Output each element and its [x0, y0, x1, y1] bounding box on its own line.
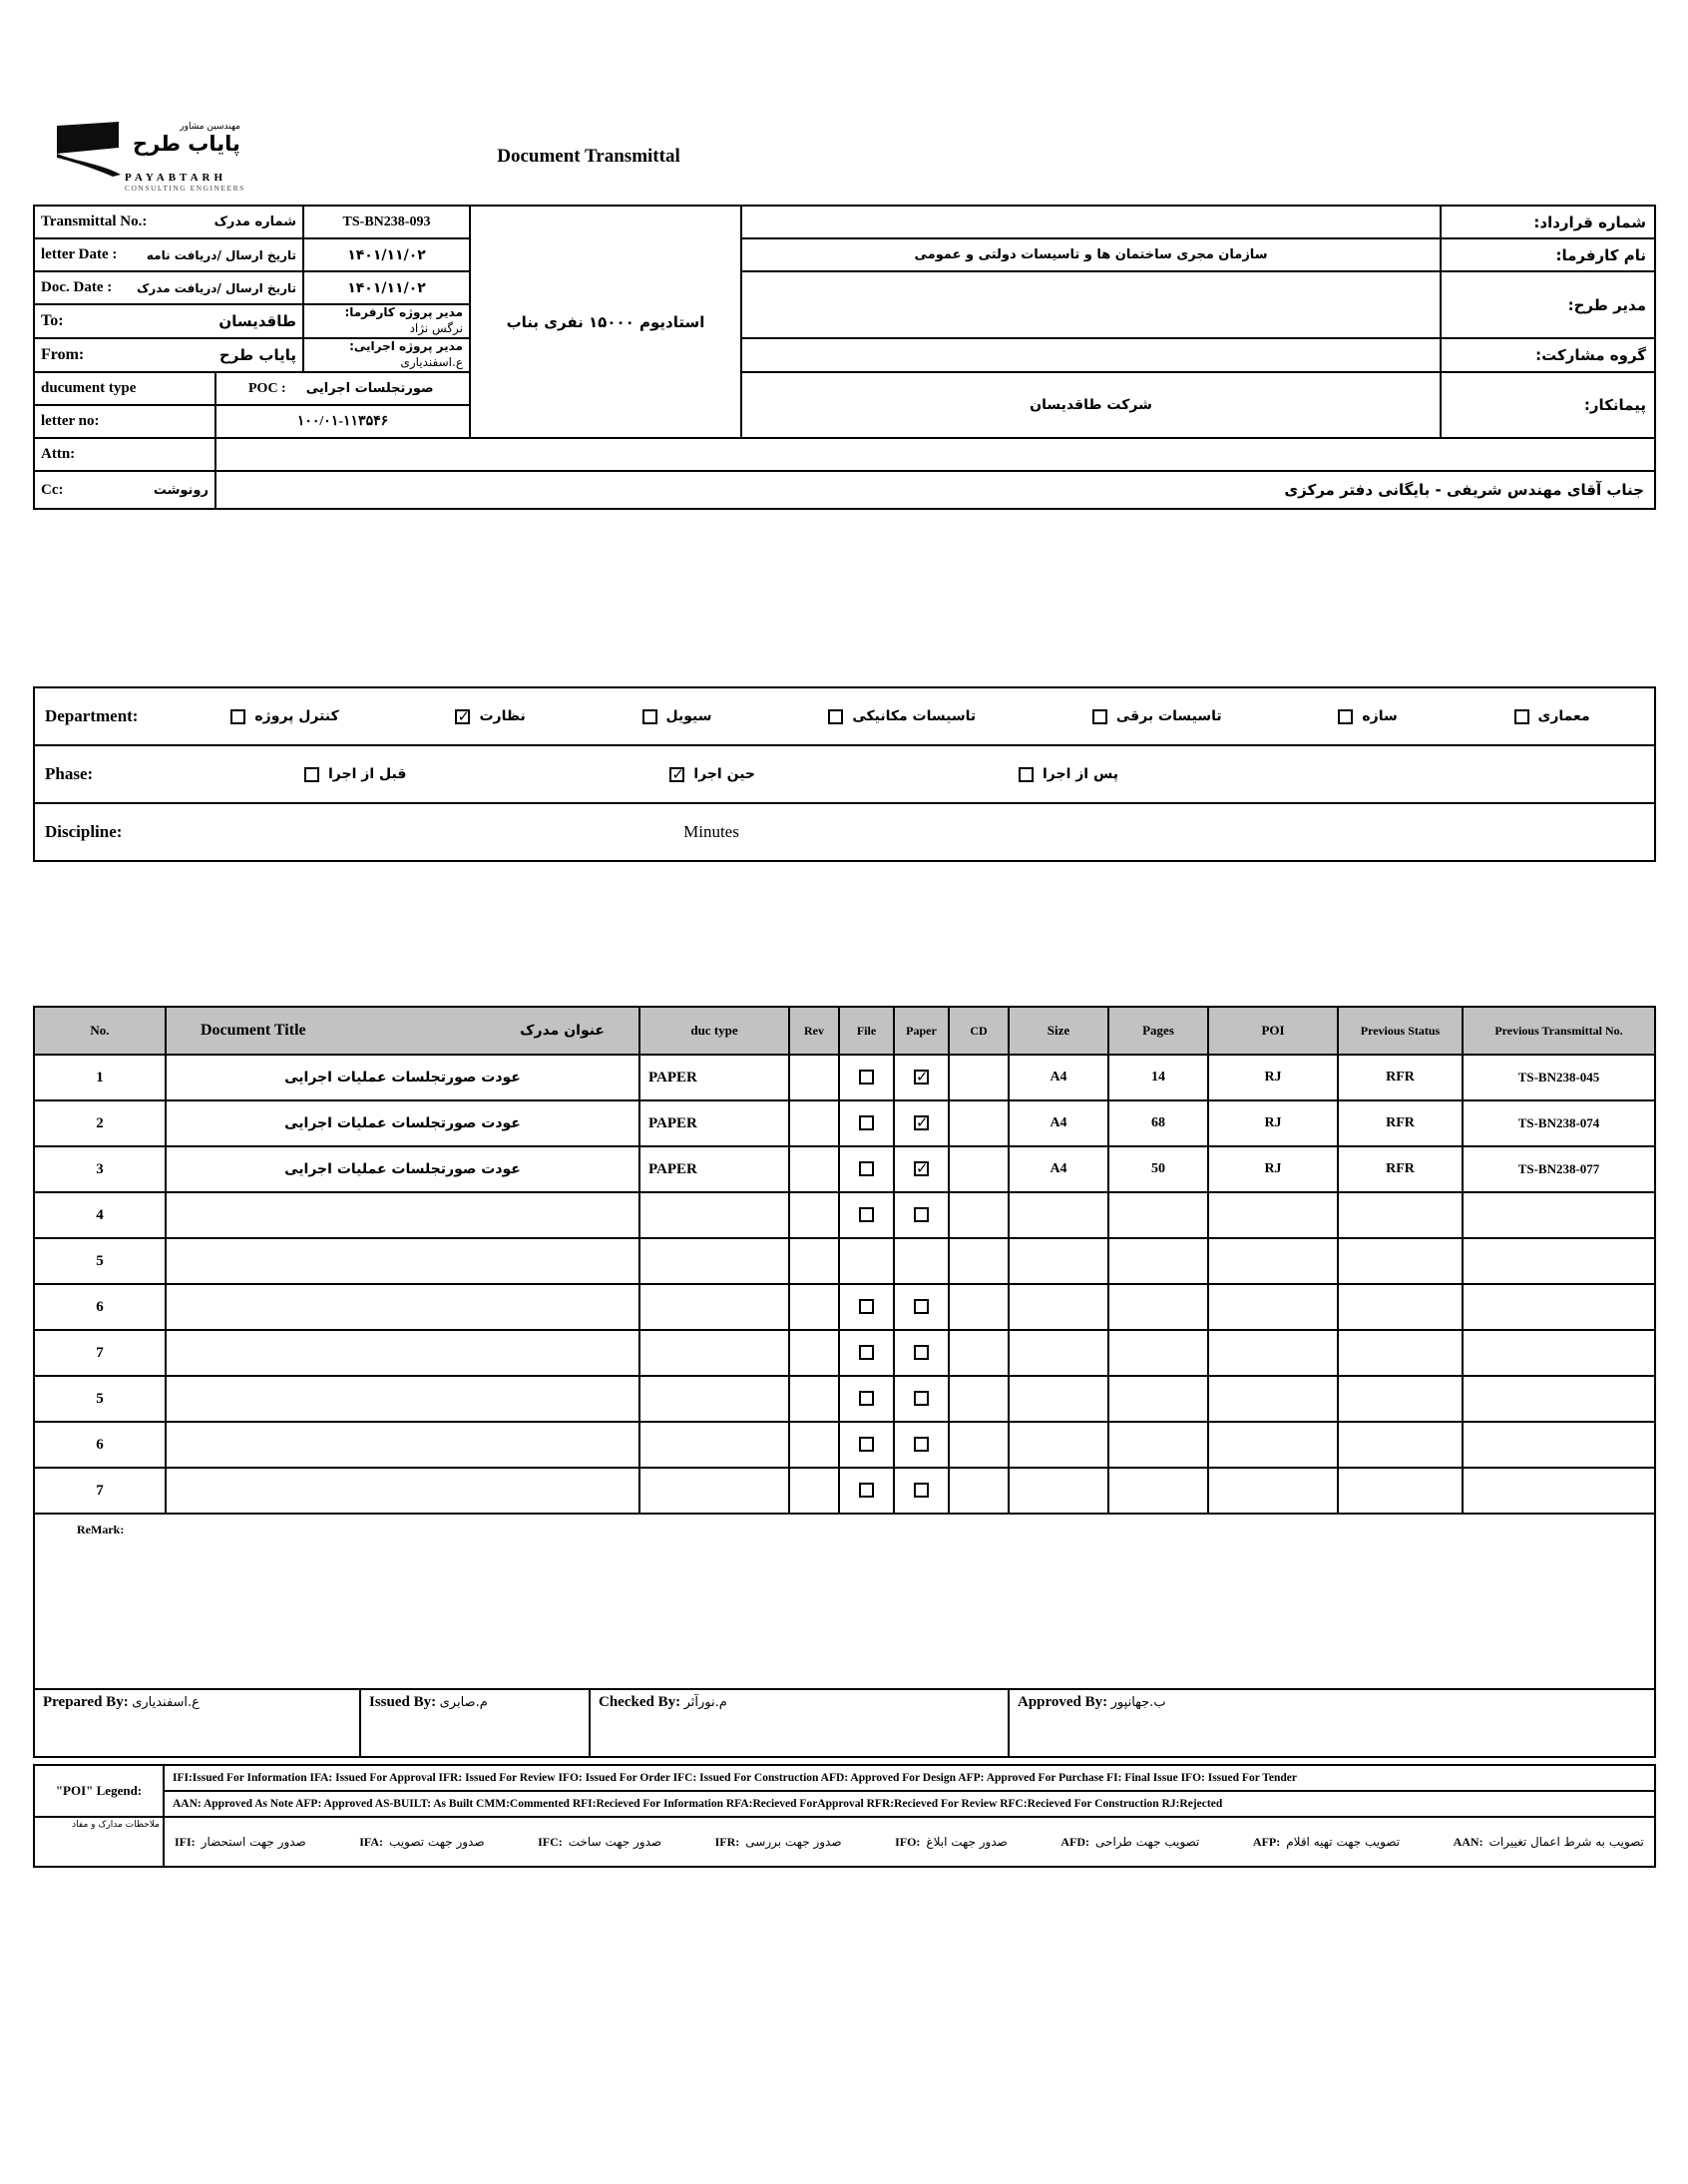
cc-value: جناب آقای مهندس شریفی - بایگانی دفتر مرکزی	[215, 471, 1655, 509]
table-row	[34, 1376, 1655, 1422]
file-cell	[839, 1284, 894, 1330]
header-pages: Pages	[1108, 1007, 1208, 1055]
cd-cell	[949, 1422, 1009, 1468]
ductype-cell	[639, 1330, 789, 1376]
table-row	[34, 1055, 1655, 1100]
header-no: No.	[34, 1007, 166, 1055]
option-label: حین اجرا	[693, 766, 756, 782]
paper-cell	[894, 1192, 949, 1238]
doc-date-value: ۱۴۰۱/۱۱/۰۲	[303, 271, 470, 304]
title-cell: عودت صورتجلسات عملیات اجرایی	[166, 1146, 639, 1192]
size-cell	[1009, 1468, 1108, 1514]
table-row	[34, 1100, 1655, 1146]
transmittal-no-label	[34, 206, 303, 238]
title-cell	[166, 1422, 639, 1468]
poi-legend-label: "POI" Legend:	[34, 1765, 164, 1817]
paper-checkbox	[914, 1345, 929, 1360]
rev-cell	[789, 1238, 839, 1284]
phase-checkbox	[669, 767, 684, 782]
discipline-value: Minutes	[683, 822, 739, 841]
poi-cell	[1208, 1422, 1338, 1468]
pages-cell	[1108, 1192, 1208, 1238]
approved-by-label: Approved By:	[1018, 1694, 1108, 1710]
no-cell: 2	[34, 1100, 166, 1146]
ductype-cell	[639, 1422, 789, 1468]
poi-cell	[1208, 1330, 1338, 1376]
approved-by-cell	[1009, 1689, 1655, 1757]
letter-date-value: ۱۴۰۱/۱۱/۰۲	[303, 238, 470, 271]
paper-cell	[894, 1055, 949, 1100]
pages-cell	[1108, 1422, 1208, 1468]
title-cell	[166, 1376, 639, 1422]
department-option	[642, 708, 712, 724]
ductype-cell	[639, 1192, 789, 1238]
title-cell	[166, 1192, 639, 1238]
exec-pm-cell	[303, 338, 470, 372]
prev-transmittal-cell: TS-BN238-074	[1463, 1100, 1655, 1146]
rev-cell	[789, 1100, 839, 1146]
ductype-cell	[639, 1238, 789, 1284]
header-poi: POI	[1208, 1007, 1338, 1055]
letter-no-label: letter no:	[34, 405, 215, 438]
ductype-cell	[639, 1284, 789, 1330]
rev-cell	[789, 1376, 839, 1422]
option-label: معماری	[1537, 708, 1590, 724]
file-checkbox	[859, 1115, 874, 1130]
cd-cell	[949, 1330, 1009, 1376]
file-cell	[839, 1146, 894, 1192]
header-cd: CD	[949, 1007, 1009, 1055]
pages-cell	[1108, 1284, 1208, 1330]
paper-cell	[894, 1330, 949, 1376]
prev-status-cell	[1338, 1238, 1463, 1284]
to-label	[34, 304, 303, 338]
legend-item: IFC: صدور جهت ساخت	[538, 1834, 662, 1849]
rev-cell	[789, 1422, 839, 1468]
paper-checkbox	[914, 1115, 929, 1130]
legend-item: IFO: صدور جهت ابلاغ	[895, 1834, 1008, 1849]
option-label: کنترل پروژه	[254, 708, 339, 724]
rev-cell	[789, 1055, 839, 1100]
department-option	[1092, 708, 1222, 724]
pages-cell	[1108, 1376, 1208, 1422]
table-row	[34, 1468, 1655, 1514]
table-row	[34, 1422, 1655, 1468]
prev-status-cell	[1338, 1376, 1463, 1422]
doc-date-label-fa: تاریخ ارسال /دریافت مدرک	[137, 280, 296, 295]
file-checkbox	[859, 1207, 874, 1222]
file-checkbox	[859, 1483, 874, 1498]
documents-table-header	[34, 1007, 1655, 1055]
checked-by-name: م.نورآثر	[683, 1695, 727, 1710]
cd-cell	[949, 1192, 1009, 1238]
file-checkbox	[859, 1345, 874, 1360]
client-name-label: نام کارفرما:	[1441, 238, 1655, 271]
paper-checkbox	[914, 1391, 929, 1406]
size-cell: A4	[1009, 1146, 1108, 1192]
legend-table	[33, 1764, 1656, 1868]
size-cell	[1009, 1422, 1108, 1468]
phase-options	[173, 766, 1250, 782]
file-checkbox	[859, 1391, 874, 1406]
cd-cell	[949, 1100, 1009, 1146]
legend-item: AFP: تصویب جهت تهیه اقلام	[1252, 1834, 1401, 1849]
department-checkbox	[1092, 709, 1107, 724]
exec-pm-value: ع.اسفندیاری	[400, 355, 463, 369]
discipline-label: Discipline:	[45, 822, 123, 841]
department-checkbox	[1514, 709, 1529, 724]
from-value: پایاب طرح	[218, 346, 296, 364]
ductype-cell: PAPER	[639, 1146, 789, 1192]
paper-cell	[894, 1146, 949, 1192]
client-pm-cell	[303, 304, 470, 338]
prev-transmittal-cell: TS-BN238-045	[1463, 1055, 1655, 1100]
to-label-en: To:	[41, 312, 64, 329]
cd-cell	[949, 1055, 1009, 1100]
department-option	[455, 708, 525, 724]
title-cell	[166, 1238, 639, 1284]
checked-by-cell	[590, 1689, 1009, 1757]
logo-brand-fa: پایاب طرح	[133, 132, 240, 156]
table-row	[34, 1284, 1655, 1330]
size-cell	[1009, 1330, 1108, 1376]
header-size: Size	[1009, 1007, 1108, 1055]
header-paper: Paper	[894, 1007, 949, 1055]
no-cell: 1	[34, 1055, 166, 1100]
size-cell	[1009, 1284, 1108, 1330]
cc-label-fa: رونوشت	[153, 482, 209, 498]
client-name-value: سازمان مجری ساختمان ها و تاسیسات دولتی و عمومی	[741, 238, 1441, 271]
header-title-en: Document Title	[201, 1022, 306, 1039]
phase-label: Phase:	[45, 764, 94, 783]
to-value: طاقدیسان	[218, 312, 296, 330]
prepared-by-name: ع.اسفندیاری	[132, 1695, 200, 1710]
poi-cell	[1208, 1468, 1338, 1514]
rev-cell	[789, 1146, 839, 1192]
approved-by-name: ب.جهانپور	[1110, 1695, 1166, 1710]
option-label: قبل از اجرا	[327, 766, 407, 782]
table-row	[34, 1238, 1655, 1284]
attn-value	[215, 438, 1655, 471]
ductype-cell	[639, 1376, 789, 1422]
size-cell: A4	[1009, 1100, 1108, 1146]
contractor-value: شرکت طاقدیسان	[741, 372, 1441, 438]
size-cell: A4	[1009, 1055, 1108, 1100]
no-cell: 5	[34, 1238, 166, 1284]
no-cell: 7	[34, 1330, 166, 1376]
title-cell: عودت صورتجلسات عملیات اجرایی	[166, 1100, 639, 1146]
classification-table	[33, 686, 1656, 862]
no-cell: 3	[34, 1146, 166, 1192]
paper-checkbox	[914, 1437, 929, 1452]
paper-checkbox	[914, 1299, 929, 1314]
cd-cell	[949, 1376, 1009, 1422]
department-checkbox	[828, 709, 843, 724]
from-label-en: From:	[41, 346, 85, 363]
issued-by-label: Issued By:	[369, 1694, 437, 1710]
file-cell	[839, 1468, 894, 1514]
doc-type-value-cell	[215, 372, 470, 405]
cd-cell	[949, 1468, 1009, 1514]
header-prev-status: Previous Status	[1338, 1007, 1463, 1055]
legend-item: IFA: صدور جهت تصویب	[359, 1834, 485, 1849]
header-file: File	[839, 1007, 894, 1055]
paper-cell	[894, 1376, 949, 1422]
letter-date-label	[34, 238, 303, 271]
file-checkbox	[859, 1070, 874, 1085]
page-title: Document Transmittal	[497, 146, 680, 167]
design-manager-value	[741, 271, 1441, 338]
title-cell	[166, 1468, 639, 1514]
file-cell	[839, 1238, 894, 1284]
poi-cell	[1208, 1238, 1338, 1284]
rev-cell	[789, 1330, 839, 1376]
exec-pm-label: مدیر پروژه اجرایی:	[349, 339, 463, 353]
table-row	[34, 1146, 1655, 1192]
department-option	[1338, 708, 1397, 724]
client-pm-label: مدیر پروژه کارفرما:	[344, 305, 463, 319]
paper-checkbox	[914, 1483, 929, 1498]
file-cell	[839, 1330, 894, 1376]
pages-cell: 14	[1108, 1055, 1208, 1100]
file-cell	[839, 1192, 894, 1238]
logo-tagline: مهندسین مشاور	[180, 122, 240, 132]
poi-cell	[1208, 1192, 1338, 1238]
table-row	[34, 1192, 1655, 1238]
department-label: Department:	[45, 706, 139, 725]
header-title-fa: عنوان مدرک	[520, 1023, 605, 1039]
department-checkbox	[230, 709, 245, 724]
pages-cell: 68	[1108, 1100, 1208, 1146]
department-checkbox	[642, 709, 657, 724]
no-cell: 6	[34, 1422, 166, 1468]
paper-cell	[894, 1468, 949, 1514]
doc-date-label-en: Doc. Date :	[41, 279, 113, 295]
title-cell	[166, 1284, 639, 1330]
discipline-row	[34, 803, 1655, 861]
phase-checkbox	[304, 767, 319, 782]
paper-checkbox	[914, 1207, 929, 1222]
pages-cell	[1108, 1238, 1208, 1284]
size-cell	[1009, 1192, 1108, 1238]
signature-table	[33, 1688, 1656, 1758]
project-name: استادیوم ۱۵۰۰۰ نفری بناب	[470, 206, 741, 438]
issued-by-cell	[360, 1689, 590, 1757]
attn-label: Attn:	[34, 438, 215, 471]
contract-no-value	[741, 206, 1441, 238]
prepared-by-cell	[34, 1689, 360, 1757]
prev-status-cell: RFR	[1338, 1100, 1463, 1146]
file-checkbox	[859, 1161, 874, 1176]
header-title	[166, 1007, 639, 1055]
no-cell: 6	[34, 1284, 166, 1330]
doc-date-label	[34, 271, 303, 304]
doc-type-label: ducument type	[34, 372, 215, 405]
department-options	[173, 708, 1648, 724]
file-checkbox	[859, 1299, 874, 1314]
phase-option	[669, 766, 755, 782]
prev-status-cell: RFR	[1338, 1146, 1463, 1192]
prepared-by-label: Prepared By:	[43, 1694, 129, 1710]
paper-checkbox	[914, 1070, 929, 1085]
legend-note: ملاحظات مدارک و مفاد	[34, 1817, 164, 1867]
department-option	[828, 708, 976, 724]
checked-by-label: Checked By:	[599, 1694, 681, 1710]
department-checkbox	[1338, 709, 1353, 724]
legend-item: IFR: صدور جهت بررسی	[714, 1834, 842, 1849]
cd-cell	[949, 1146, 1009, 1192]
poi-cell: RJ	[1208, 1146, 1338, 1192]
transmittal-no-value: TS-BN238-093	[303, 206, 470, 238]
poi-cell	[1208, 1376, 1338, 1422]
jv-group-value	[741, 338, 1441, 372]
option-label: سازه	[1362, 708, 1398, 724]
header-info-table	[33, 205, 1656, 510]
department-option	[230, 708, 338, 724]
phase-checkbox	[1019, 767, 1034, 782]
prev-transmittal-cell	[1463, 1376, 1655, 1422]
legend-line-fa	[164, 1817, 1655, 1867]
doc-type-value: صورتجلسات اجرایی	[305, 381, 434, 396]
prev-status-cell	[1338, 1422, 1463, 1468]
pages-cell	[1108, 1330, 1208, 1376]
paper-checkbox	[914, 1161, 929, 1176]
option-label: پس از اجرا	[1042, 766, 1119, 782]
legend-line-2: AAN: Approved As Note AFP: Approved AS-BUILT: As Built CMM:Commented RFI:Recieved For Information RFA:Recieved ForApproval RFR:Recieved For Review RFC:Recieved For Construction RJ:Rejected	[164, 1791, 1655, 1817]
pages-cell	[1108, 1468, 1208, 1514]
contract-no-label: شماره قرارداد:	[1441, 206, 1655, 238]
phase-row	[34, 745, 1655, 803]
paper-cell	[894, 1422, 949, 1468]
ductype-cell: PAPER	[639, 1100, 789, 1146]
prev-transmittal-cell	[1463, 1468, 1655, 1514]
prev-transmittal-cell	[1463, 1422, 1655, 1468]
prev-status-cell	[1338, 1192, 1463, 1238]
paper-cell	[894, 1238, 949, 1284]
option-label: تاسیسات برقی	[1115, 708, 1222, 724]
paper-cell	[894, 1100, 949, 1146]
remark-cell: ReMark:	[34, 1514, 1655, 1689]
phase-option	[1019, 766, 1118, 782]
client-pm-value: نرگس نژاد	[409, 321, 463, 335]
file-cell	[839, 1100, 894, 1146]
paper-cell	[894, 1284, 949, 1330]
issued-by-name: م.صابری	[439, 1695, 488, 1710]
file-cell	[839, 1055, 894, 1100]
department-row	[34, 687, 1655, 745]
prev-transmittal-cell	[1463, 1192, 1655, 1238]
prev-status-cell: RFR	[1338, 1055, 1463, 1100]
letter-no-value: ۱۰۰/۰۱-۱۱۳۵۴۶	[215, 405, 470, 438]
logo-subtitle: CONSULTING ENGINEERS	[125, 184, 245, 193]
jv-group-label: گروه مشارکت:	[1441, 338, 1655, 372]
cd-cell	[949, 1238, 1009, 1284]
size-cell	[1009, 1376, 1108, 1422]
header-ductype: duc type	[639, 1007, 789, 1055]
legend-item: IFI: صدور جهت استحضار	[175, 1834, 306, 1849]
option-label: نظارت	[479, 708, 526, 724]
size-cell	[1009, 1238, 1108, 1284]
no-cell: 7	[34, 1468, 166, 1514]
no-cell: 5	[34, 1376, 166, 1422]
header-rev: Rev	[789, 1007, 839, 1055]
from-label	[34, 338, 303, 372]
title-cell	[166, 1330, 639, 1376]
documents-table	[33, 1006, 1656, 1690]
rev-cell	[789, 1192, 839, 1238]
contractor-label: پیمانکار:	[1441, 372, 1655, 438]
option-label: سیویل	[665, 708, 712, 724]
department-option	[1514, 708, 1590, 724]
design-manager-label: مدیر طرح:	[1441, 271, 1655, 338]
header-prev-transmittal: Previous Transmittal No.	[1463, 1007, 1655, 1055]
transmittal-label-fa: شماره مدرک	[213, 215, 296, 229]
doc-type-code: POC :	[248, 380, 286, 396]
prev-transmittal-cell: TS-BN238-077	[1463, 1146, 1655, 1192]
cc-label-en: Cc:	[41, 481, 64, 498]
poi-cell	[1208, 1284, 1338, 1330]
prev-status-cell	[1338, 1468, 1463, 1514]
rev-cell	[789, 1284, 839, 1330]
prev-transmittal-cell	[1463, 1238, 1655, 1284]
legend-item: AAN: تصویب به شرط اعمال تغییرات	[1453, 1834, 1644, 1849]
letter-date-label-en: letter Date :	[41, 246, 118, 262]
transmittal-label-en: Transmittal No.:	[41, 214, 148, 229]
cc-label-cell	[34, 471, 215, 509]
file-checkbox	[859, 1437, 874, 1452]
prev-status-cell	[1338, 1330, 1463, 1376]
letter-date-label-fa: تاریخ ارسال /دریافت نامه	[146, 247, 296, 262]
phase-option	[304, 766, 406, 782]
prev-transmittal-cell	[1463, 1330, 1655, 1376]
logo-brand-en: PAYABTARH	[125, 172, 227, 184]
title-cell: عودت صورتجلسات عملیات اجرایی	[166, 1055, 639, 1100]
no-cell: 4	[34, 1192, 166, 1238]
rev-cell	[789, 1468, 839, 1514]
legend-item: AFD: تصویب جهت طراحی	[1060, 1834, 1200, 1849]
cd-cell	[949, 1284, 1009, 1330]
department-checkbox	[455, 709, 470, 724]
poi-cell: RJ	[1208, 1100, 1338, 1146]
legend-line-1: IFI:Issued For Information IFA: Issued For Approval IFR: Issued For Review IFO: Issued For Order IFC: Issued For Construction AFD: Approved For Design AFP: Approved For Purchase FI: Final Issue IFO: Issued For Tender	[164, 1765, 1655, 1791]
file-cell	[839, 1422, 894, 1468]
table-row	[34, 1330, 1655, 1376]
poi-cell: RJ	[1208, 1055, 1338, 1100]
prev-status-cell	[1338, 1284, 1463, 1330]
pages-cell: 50	[1108, 1146, 1208, 1192]
prev-transmittal-cell	[1463, 1284, 1655, 1330]
ductype-cell	[639, 1468, 789, 1514]
option-label: تاسیسات مکانیکی	[852, 708, 977, 724]
file-cell	[839, 1376, 894, 1422]
ductype-cell: PAPER	[639, 1055, 789, 1100]
